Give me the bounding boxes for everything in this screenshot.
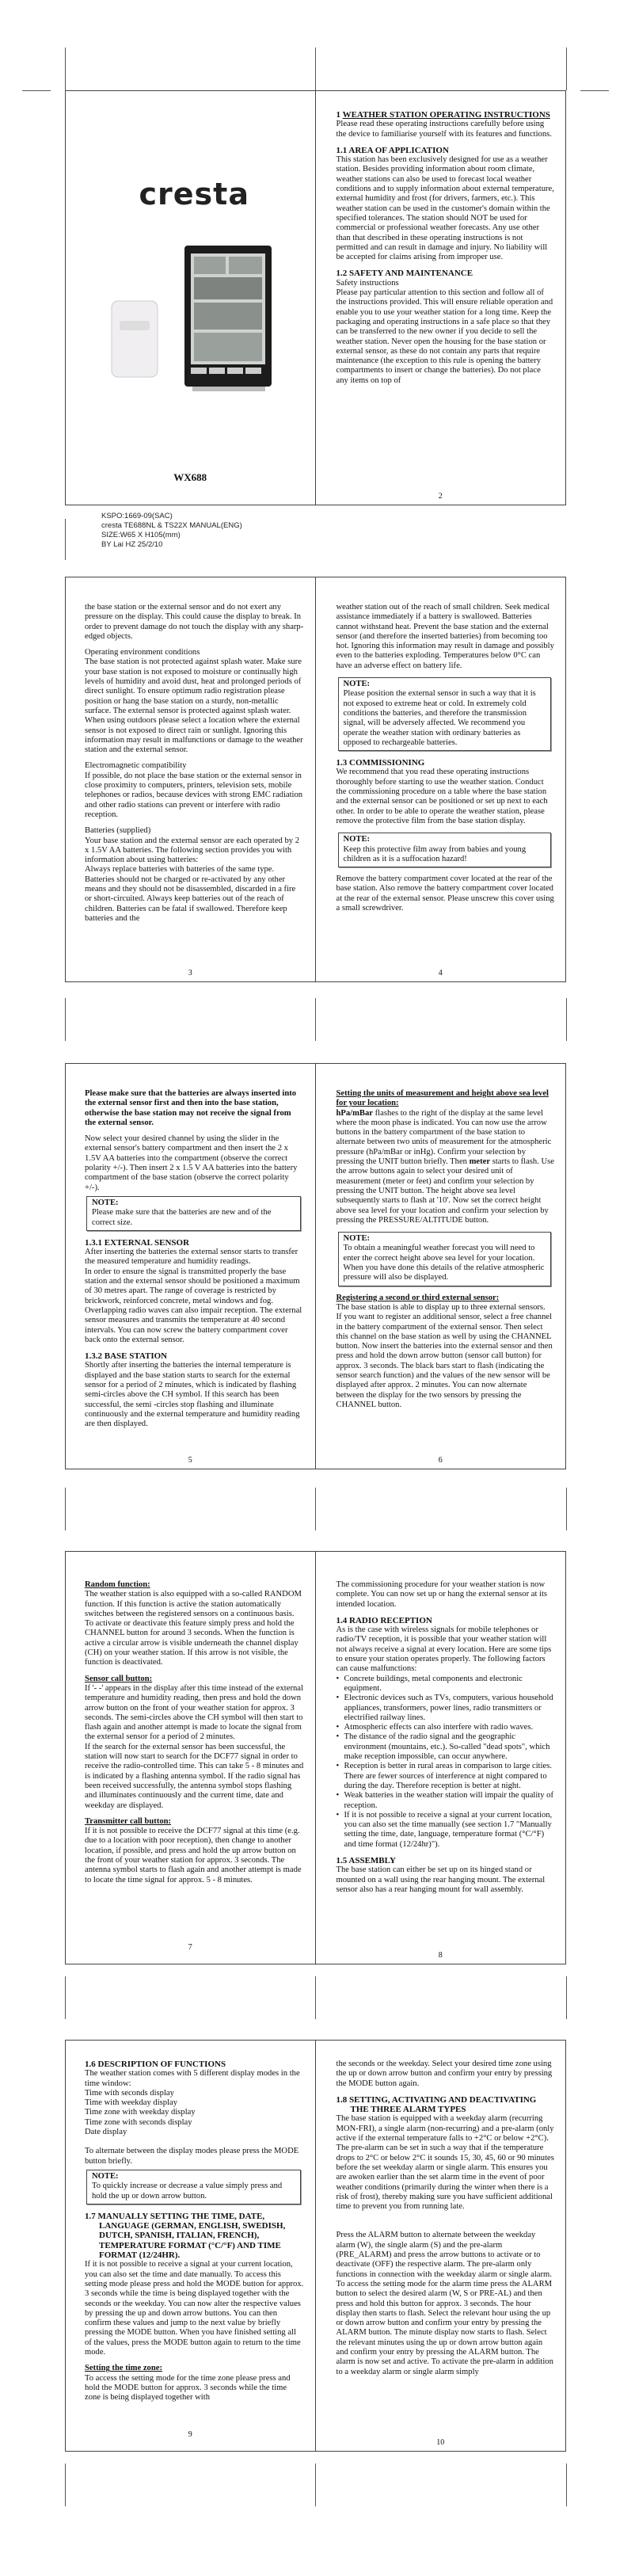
subheading-random-function: Random function: <box>85 1580 150 1589</box>
list-item: • Reception is better in rural areas in comparison to large cities. There are fewer sources of interference at night compared to during the day. Therefore reception is better at night. <box>337 1762 555 1791</box>
page-number: 6 <box>438 1455 443 1465</box>
page-4 <box>316 577 566 981</box>
note-text: Please make sure that the batteries are new and of the correct size. <box>92 1208 272 1227</box>
list-item: • The distance of the radio signal and the geographic environment (mountains, etc.). So-called "dead spots", which make reception impossible, can occur anywhere. <box>337 1732 555 1762</box>
crop-mark <box>580 90 609 91</box>
paragraph: Press the ALARM button to alternate between the weekday alarm (W), the single alarm (S) and the pre-alarm (PRE_ALARM) and press the arrow buttons to activate or to deactivate (OFF) the respective alarm. The pre-alarm only functions in connection with the weekday alarm or single alarm. To access the setting mode for the alarm time press the ALARM button to select the desired alarm (W, S or PRE-AL) and then press and hold this button for approx. 3 seconds. The hour display then starts to flash. Select the relevant hour using the up or down arrow button and confirm your entry by pressing the ALARM button. The minute display now starts to flash. Select the relevant minutes using the up or down arrow button again and confirm your entry by pressing the ALARM button. The alarm is now set and active. To activate the pre-alarm in addition to a weekday alarm or single alarm simply <box>336 2231 553 2376</box>
paragraph: This station has been exclusively designed for use as a weather station. Besides providing information about room climate, weather stations can also be used to forecast local weather conditions and to supply information about external temperature, external humidity and frost (for drivers, farmers, etc.). This weather station can be used in the customer's domain within the specified tolerances. The station should NOT be used for commercial or professional weather forecasts. Any use other than that described in these operating instructions is not permitted and can result in damage and injury. No liability will be accepted for claims arising from improper use. <box>336 155 554 262</box>
display-mode-item: Time with weekday display <box>85 2098 178 2108</box>
heading-radio-reception: 1.4 RADIO RECEPTION <box>336 1615 432 1625</box>
page-6 <box>316 1064 566 1469</box>
note-title: NOTE: <box>343 680 371 689</box>
heading-external-sensor: 1.3.1 EXTERNAL SENSOR <box>85 1237 190 1248</box>
note-title: NOTE: <box>343 1234 371 1244</box>
crop-mark <box>315 998 316 1041</box>
paragraph: If the search for the external sensor has been successful, the station will now start to search for the DCF77 signal in order to receive the radio-controlled time. This can take 5 - 8 minutes and is indicated by a flashing antenna symbol. If the radio signal has been received successfully, the antenna symbol stops flashing and illuminates continuously and the current time, date and weekday are displayed. <box>85 1742 304 1810</box>
crop-mark <box>65 1488 66 1530</box>
note-box <box>86 2170 301 2204</box>
note-text: Please position the external sensor in such a way that it is not exposed to extreme heat or cold. In extremely cold conditions the batteries, and therefore the transmission signal, will be adversely affected. We recommend you operate the weather station with ordinary batteries as opposed to rechargeable batteries. <box>343 689 536 747</box>
subheading-units: Setting the units of measurement and height above sea level for your location: <box>336 1089 549 1108</box>
subheading-register-sensor: Registering a second or third external sensor: <box>336 1293 500 1302</box>
weather-station-product-image <box>105 246 287 420</box>
page-7 <box>66 1552 316 1964</box>
crop-mark <box>566 1976 567 2019</box>
page-number: 8 <box>438 1950 443 1960</box>
heading-commissioning: 1.3 COMMISSIONING <box>336 758 425 768</box>
crop-mark <box>65 48 66 90</box>
paragraph: Remove the battery compartment cover located at the rear of the base station. Also remove the battery compartment cover located at the rear of the external sensor. Please unscrew this cover using a small screwdriver. <box>336 875 554 913</box>
subheading: Operating environment conditions <box>85 648 200 657</box>
crop-mark <box>566 48 567 90</box>
subheading: Safety instructions <box>336 278 399 288</box>
crop-mark <box>22 90 51 91</box>
crop-mark <box>65 519 66 560</box>
note-title: NOTE: <box>92 2171 119 2181</box>
note-box <box>86 1196 301 1231</box>
brand-logo: cresta <box>139 177 249 211</box>
sheet-5 <box>65 2040 566 2452</box>
page-number: 4 <box>438 968 443 977</box>
crop-mark <box>65 998 66 1041</box>
subheading: Batteries (supplied) <box>85 826 151 836</box>
page-10 <box>316 2041 566 2451</box>
page-9 <box>66 2041 316 2451</box>
bold-term: meter <box>469 1157 491 1167</box>
page-number: 10 <box>436 2437 445 2447</box>
paragraph-part: starts to flash. Use the arrow buttons again to select your desired unit of measurement (meter or feet) and confirm your selection by pressing the UNIT button. The height above sea level subsequently starts to flash at '10'. Now set the correct height above sea level for your location and confirm your selection by pressing the PRESSURE/ALTITUDE button. <box>336 1157 554 1225</box>
sheet-4 <box>65 1551 566 1964</box>
paragraph: If '- -' appears in the display after this time instead of the external temperature and humidity reading, then press and hold the down arrow button on the front of your weather station for approx. 3 seconds. The semi-circles above the CH symbol will then start to flash again and another attempt is made to locate the signal from the external sensor for a period of 2 minutes. <box>85 1683 303 1742</box>
display-mode-item: Time with seconds display <box>85 2088 174 2098</box>
crop-mark <box>315 48 316 90</box>
crop-mark <box>315 1976 316 2019</box>
print-label <box>101 512 242 550</box>
paragraph: If you want to register an additional sensor, select a free channel in the battery compartment of the external sensor. Then select this channel on the base station as well by using the CHANNEL button. Now insert the batteries into the external sensor and then press and hold the down arrow button (sensor call button) for approx. 3 seconds. The black bars start to flash (indicating the sensor search function) and the values of the new sensor will be displayed after approx. 2 minutes. You can now alternate between the display for the two sensors by pressing the CHANNEL button. <box>336 1313 553 1409</box>
paragraph: the seconds or the weekday. Select your desired time zone using the up or down arrow button and confirm your entry by pressing the MODE button again. <box>336 2060 553 2088</box>
paragraph: If it is not possible to receive the DCF77 signal at this time (e.g. due to a location with poor reception), then change to another location, if possible, and press and hold the up arrow button on the front of your weather station for approx. 3 seconds. The antenna symbol starts to flash again and another attempt is made to locate the time signal for approx. 5 - 8 minutes. <box>85 1827 302 1884</box>
paragraph: We recommend that you read these operating instructions thoroughly before starting to use the weather station. Conduct the commissioning procedure on a table where the base station and the external sensor can be positioned or set up next to each other. In order to be able to operate the weather station, please remove the protective film from the base station display. <box>336 768 548 825</box>
paragraph: If possible, do not place the base station or the external sensor in close proximity to computers, printers, television sets, mobile telephones or radios, because devices with strong EMC radiation and other radio stations can prevent or interfere with radio reception. <box>85 771 303 819</box>
heading-description-of-functions: 1.6 DESCRIPTION OF FUNCTIONS <box>85 2060 226 2069</box>
paragraph: Your base station and the external sensor are each operated by 2 x 1.5V AA batteries. The following section provides you with information about using batteries: <box>85 836 300 865</box>
paragraph: The base station is able to display up to three external sensors. <box>336 1302 546 1312</box>
crop-mark <box>566 2464 567 2506</box>
paragraph: Now select your desired channel by using the slider in the external sensor's battery compartment and then insert the 2 x 1.5V AA batteries into the compartment (observe the correct polarity +/-). Then insert 2 x 1.5 V AA batteries into the battery compartment of the base station (observe the correct polarity +/-). <box>85 1134 298 1192</box>
paragraph: The weather station comes with 5 different display modes in the time window: <box>85 2069 300 2088</box>
paragraph: weather station out of the reach of small children. Seek medical assistance immediately if a battery is swallowed. Batteries cannot withstand heat. Prevent the base station and the external sensor (and therefore the inserted batteries) from becoming too hot. Ignoring this information may result in damage and possibly even to the batteries exploding. Temperatures below 0°C can have an adverse effect on battery life. <box>336 603 554 670</box>
list-item: • If it is not possible to receive a signal at your current location, you can also set the time manually (see section 1.7 "Manually setting the time, date, language, temperature format (°C/°F) and time format (12/24hr)"). <box>337 1811 555 1850</box>
page-2 <box>316 91 566 505</box>
sheet-3 <box>65 1063 566 1469</box>
page-number: 5 <box>188 1455 192 1465</box>
section-title <box>337 110 555 120</box>
paragraph: To access the setting mode for the time zone please press and hold the MODE button for approx. 3 seconds while the time zone is being displayed together with <box>85 2373 291 2403</box>
heading-base-station: 1.3.2 BASE STATION <box>85 1351 168 1362</box>
paragraph-part: flashes to the right of the display at the same level where the moon phase is indicated. You can now use the arrow buttons in the battery compartment of the base station to alternate between two units of measurement for the atmospheric pressure (hPa/mBar or inHg). Confirm your selection by pressing the UNIT button briefly. Then <box>336 1108 552 1167</box>
paragraph: As is the case with wireless signals for mobile telephones or radio/TV reception, it is possible that your weather station will not always receive a signal at every location. Here are some tips to ensure your station operates properly. The following factors can cause malfunctions: <box>336 1625 552 1674</box>
crop-mark <box>315 1488 316 1530</box>
page-number: 2 <box>438 491 443 501</box>
label-line: KSPO:1669-09(SAC) <box>101 512 173 520</box>
paragraph: The base station can either be set up on its hinged stand or mounted on a wall using the rear hanging mount. The external sensor also has a rear hanging mount for wall assembly. <box>336 1865 546 1894</box>
note-box <box>338 677 552 751</box>
paragraph: After inserting the batteries the external sensor starts to transfer the measured temperature and humidity readings. <box>85 1248 298 1267</box>
heading-safety-maintenance: 1.2 SAFETY AND MAINTENANCE <box>336 269 473 279</box>
paragraph: In order to ensure the signal is transmitted properly the base station and the external sensor should be positioned a maximum of 30 metres apart. The range of coverage is restricted by brickwork, reinforced concrete, metal windows and fog. Overlapping radio waves can also impair reception. The external sensor measures and transmits the temperature at 40 second intervals. You can now screw the battery compartment cover back onto the external sensor. <box>85 1267 302 1344</box>
display-mode-item: Date display <box>85 2128 127 2137</box>
note-box <box>338 1232 552 1286</box>
list-item: • Concrete buildings, metal components and electronic equipment. <box>337 1675 555 1694</box>
note-text: To quickly increase or decrease a value simply press and hold the up or down arrow button. <box>92 2182 283 2201</box>
list-item: • Electronic devices such as TVs, computers, various household appliances, transformers, power lines, radio transmitters or electrified railway lines. <box>337 1694 555 1723</box>
page-3 <box>66 577 316 981</box>
bold-term: hPa/mBar <box>336 1108 373 1118</box>
paragraph: The base station is equipped with a weekday alarm (recurring MON-FRI), a single alarm (non-recurring) and a pre-alarm (only active if the external temperature falls to +2°C or below +2°C). The pre-alarm can be set in such a way that if the temperature drops to 2°C or below 2°C it sounds 15, 30, 45, 60 or 90 minutes before the set weekday alarm or single alarm. This ensures you are awoken earlier than the set alarm time in the event of poor weather conditions (primarily during the winter when there is a risk of frost), thereby making sure you have sufficient additional time to prevent you from running late. <box>336 2114 554 2212</box>
note-text: Keep this protective film away from babies and young children as it is a suffocation hazard! <box>343 844 527 863</box>
paragraph: The weather station is also equipped with a so-called RANDOM function. If this function is active the station automatically switches between the registered sensors on a continuous basis. To activate or deactivate this feature simply press and hold the CHANNEL button for around 3 seconds. When the function is active a circular arrow is visible underneath the channel display (CH) on your weather station. If this arrow is not visible, the function is deactivated. <box>85 1590 302 1667</box>
paragraph: Please pay particular attention to this section and follow all of the instructions provided. This will ensure reliable operation and enable you to use your weather station for a long time. Keep the packaging and operating instructions in a safe place so that they can be transferred to the new owner if you decide to sell the weather station. Never open the housing for the base station or external sensor, as these do not contain any parts that require maintenance (the exception to this rule is opening the battery compartments to insert or change the batteries). Do not place any items on top of <box>336 288 553 385</box>
crop-mark <box>566 1488 567 1530</box>
sheet-1 <box>65 90 566 505</box>
page-8 <box>316 1552 566 1964</box>
paragraph: Shortly after inserting the batteries the internal temperature is displayed and the base station starts to search for the external sensor for a period of 2 minutes, which is indicated by flashing semi-circles above the CH symbol. If this search has been successful, the semi -circles stop flashing and illuminate continuously and the external temperature and humidity reading are then displayed. <box>85 1361 300 1429</box>
crop-mark <box>65 1976 66 2019</box>
subheading-sensor-call: Sensor call button: <box>85 1674 153 1683</box>
paragraph: the base station or the external sensor and do not exert any pressure on the display. This could cause the display to break. In order to prevent damage do not touch the display with any sharp-edged objects. <box>85 603 304 641</box>
display-mode-item: Time zone with weekday display <box>85 2108 196 2117</box>
paragraph: To alternate between the display modes please press the MODE button briefly. <box>85 2147 299 2166</box>
model-number: WX688 <box>173 471 207 483</box>
intro-text: Please read these operating instructions carefully before using the device to familiarise yourself with its features and functions. <box>336 120 552 139</box>
label-line: SIZE:W65 X H105(mm) <box>101 531 181 539</box>
heading-area-of-application: 1.1 AREA OF APPLICATION <box>336 145 449 155</box>
list-item: • Atmospheric effects can also interfere with radio waves. <box>337 1723 555 1732</box>
paragraph: The commissioning procedure for your weather station is now complete. You can now set up or hang the external sensor at its intended location. <box>336 1580 548 1609</box>
heading-alarm-types: 1.8 SETTING, ACTIVATING AND DEACTIVATING THE THREE ALARM TYPES <box>336 2094 537 2115</box>
subheading: Electromagnetic compatibility <box>85 761 187 771</box>
crop-mark <box>65 2464 66 2506</box>
warning-text: Please make sure that the batteries are always inserted into the external sensor first and then into the base station, otherwise the base station may not receive the signal from the external sensor. <box>85 1089 297 1127</box>
heading-manual-setting: 1.7 MANUALLY SETTING THE TIME, DATE, LANGUAGE (GERMAN, ENGLISH, SWEDISH, DUTCH, SPANISH, ITALIAN, FRENCH), TEMPERATURE FORMAT (°C/°F) AND TIME FORMAT (12/24HR). <box>85 2211 286 2261</box>
display-mode-item: Time zone with seconds display <box>85 2117 192 2127</box>
list-item: • Weak batteries in the weather station will impair the quality of reception. <box>337 1791 555 1811</box>
note-title: NOTE: <box>343 835 371 844</box>
crop-mark <box>315 2464 316 2506</box>
paragraph: If it is not possible to receive a signal at your current location, you can also set the time and date manually. To access this setting mode please press and hold the MODE button for approx. 3 seconds while the time is being displayed together with the seconds or the weekday. You can now alter the respective values by pressing the up and down arrow buttons. You can then confirm these values and jump to the next value by briefly pressing the MODE button. When you have finished setting all of the values, press the MODE button again to return to the time mode. <box>85 2260 304 2357</box>
factor-list <box>337 1675 555 1850</box>
heading-assembly: 1.5 ASSEMBLY <box>336 1856 396 1866</box>
subheading-transmitter-call: Transmitter call button: <box>85 1816 172 1826</box>
paragraph: Always replace batteries with batteries of the same type. Batteries should not be charged or re-activated by any other means and they should not be disassembled, discarded in a fire or short-circuited. Always keep batteries out of the reach of children. Batteries can be fatal if swallowed. Therefore keep batteries and the <box>85 865 296 923</box>
page-number: 7 <box>188 1942 192 1952</box>
section-number: 1 <box>336 110 340 120</box>
page-number: 9 <box>188 2429 192 2439</box>
page-number: 3 <box>188 968 192 977</box>
paragraph: The base station is not protected against splash water. Make sure your base station is not exposed to moisture or continually high levels of humidity and avoid dust, heat and prolonged periods of direct sunlight. To ensure optimum radio registration please position or hang the base station on a sturdy, non-metallic surface. The external sensor is protected against splash water. When using outdoors please select a location where the external sensor is not exposed to direct rain or sunlight. Ignoring this information may result in malfunctions or damage to the weather station and the external sensor. <box>85 657 303 755</box>
label-line: cresta TE688NL & TS22X MANUAL(ENG) <box>101 521 242 530</box>
label-line: BY Lai HZ 25/2/10 <box>101 540 163 549</box>
crop-mark <box>566 998 567 1041</box>
note-title: NOTE: <box>92 1198 119 1207</box>
note-text: To obtain a meaningful weather forecast you will need to enter the correct height above sea level for your location. When you have done this details of the relative atmospheric pressure will also be displayed. <box>343 1244 545 1282</box>
cover-page <box>66 91 316 505</box>
subheading-time-zone: Setting the time zone: <box>85 2364 162 2373</box>
note-box <box>338 833 552 867</box>
page-5 <box>66 1064 316 1469</box>
sheet-2 <box>65 577 566 982</box>
section-title-text: WEATHER STATION OPERATING INSTRUCTIONS <box>342 110 550 120</box>
